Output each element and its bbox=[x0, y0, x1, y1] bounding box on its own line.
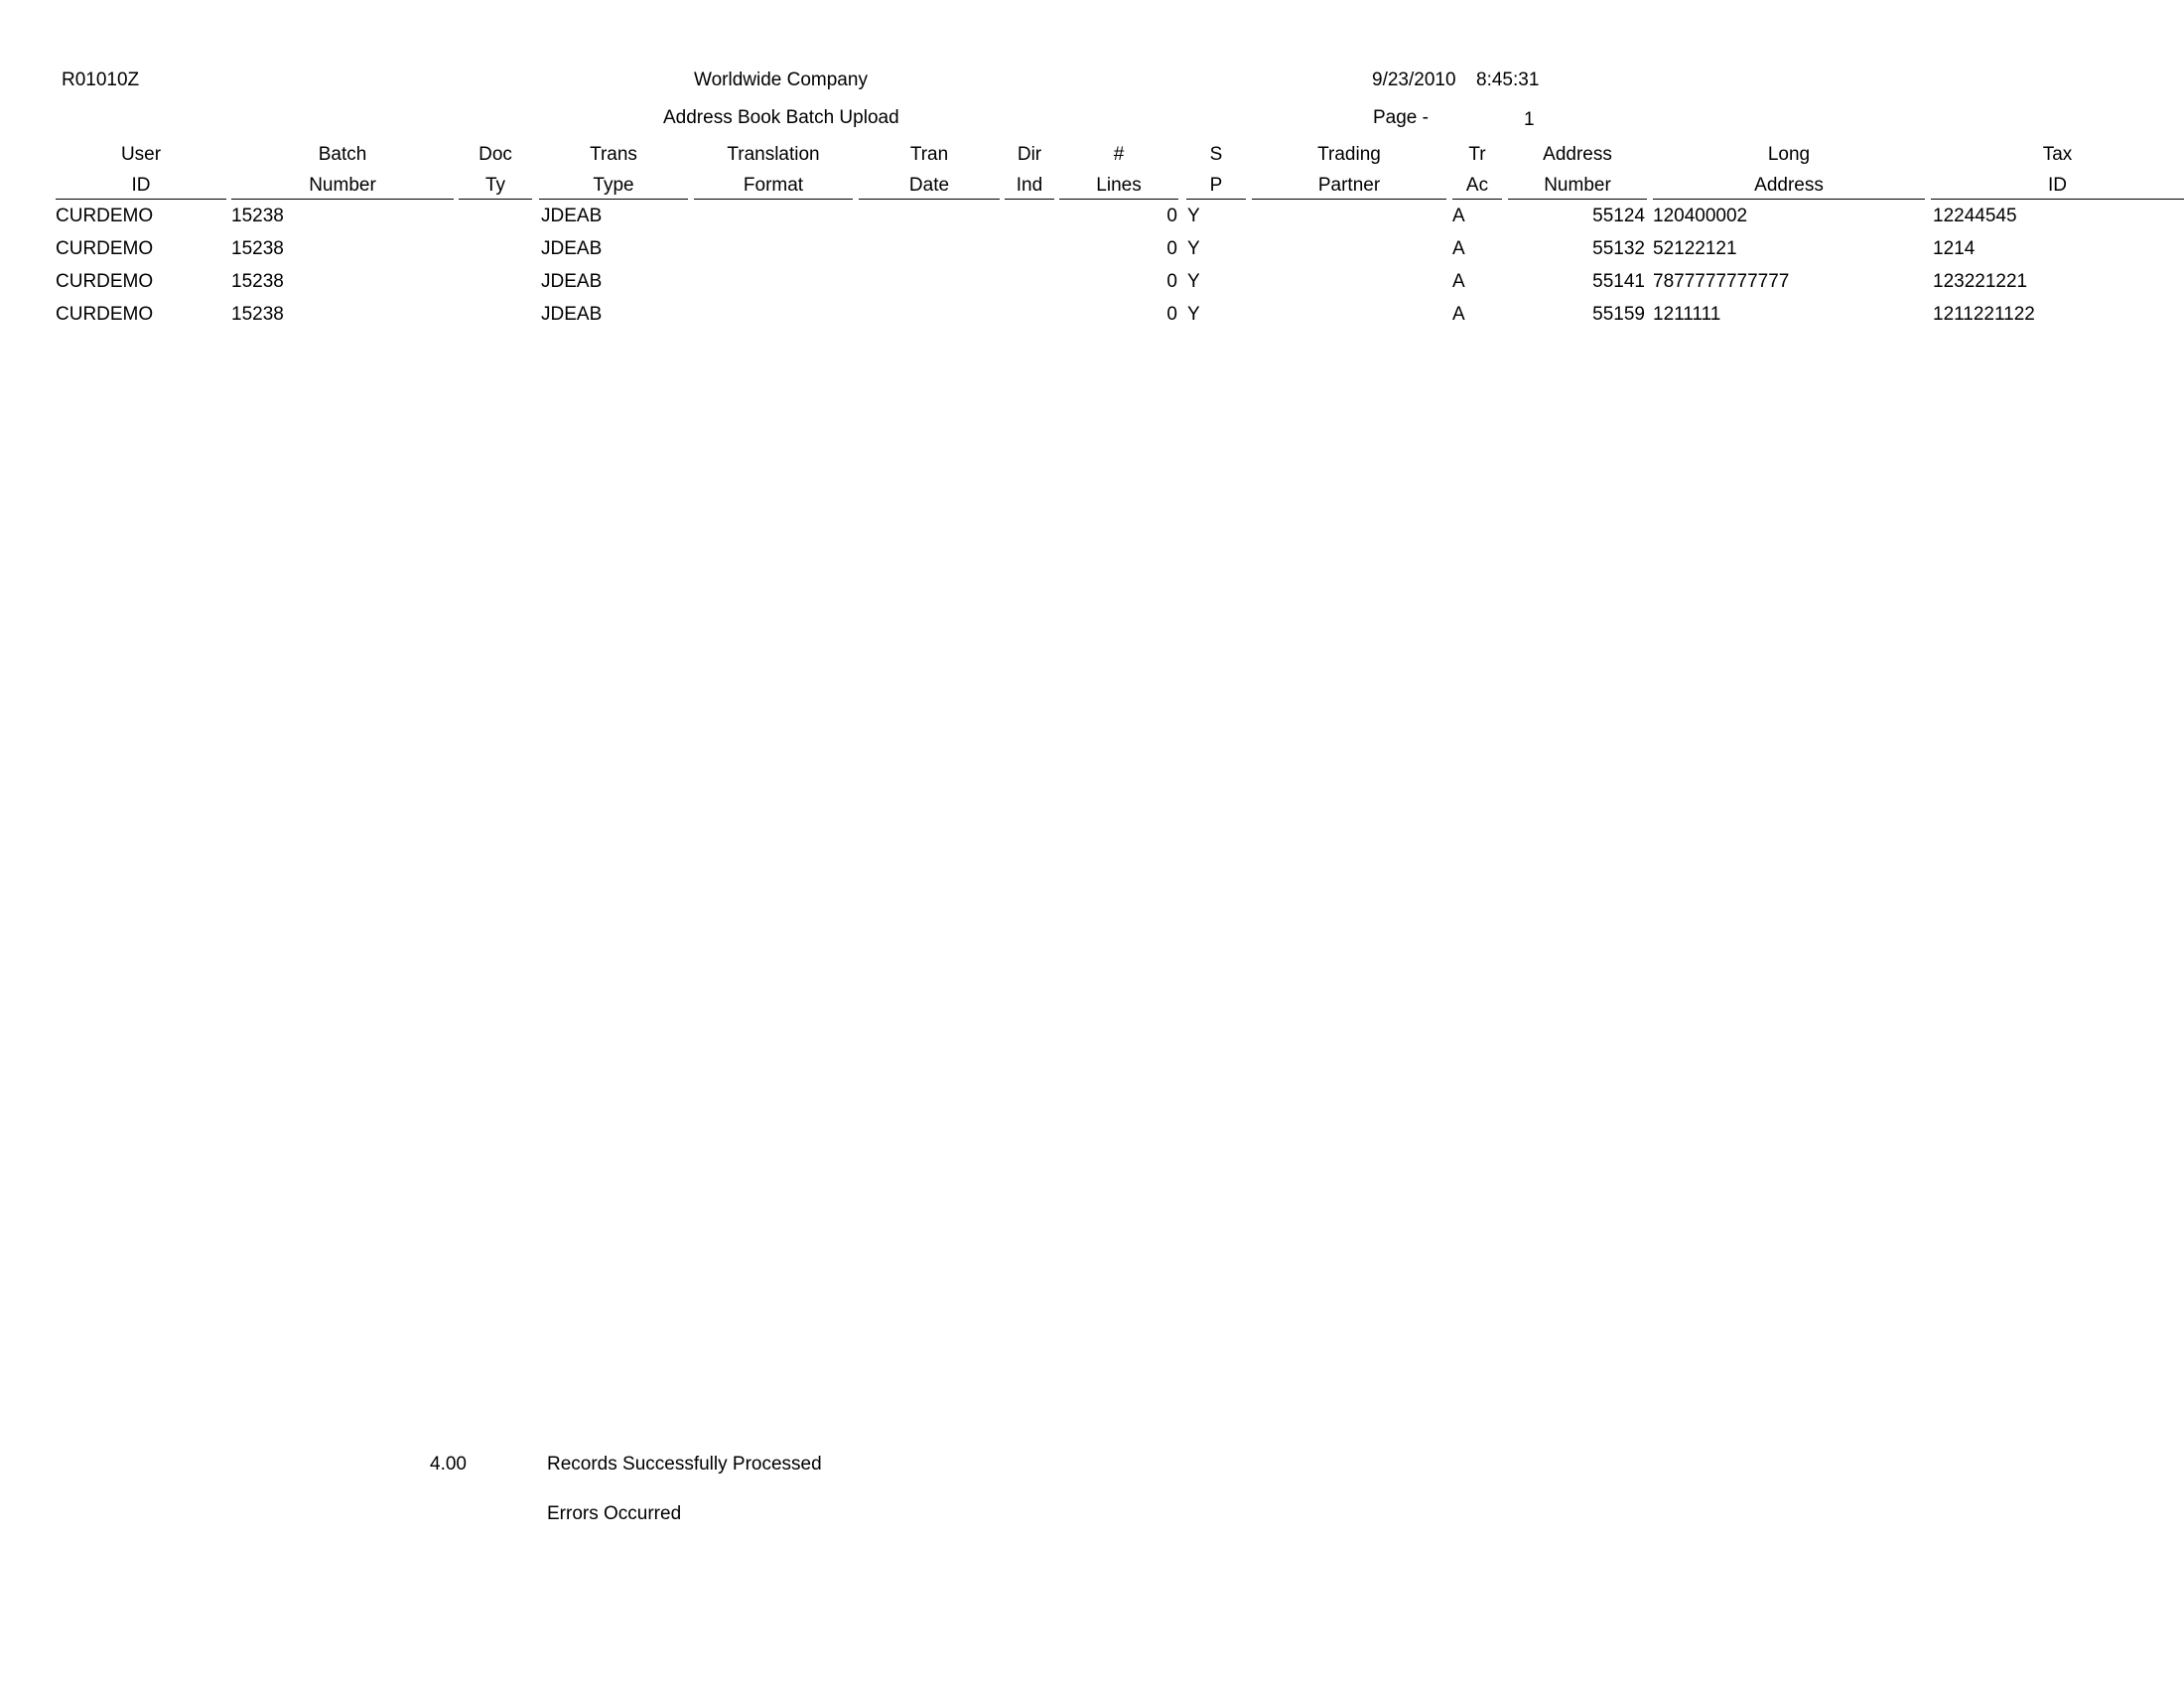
column-header-lines bbox=[1059, 139, 1178, 200]
column-header-line2: Number bbox=[309, 175, 376, 196]
column-header-line1: User bbox=[120, 144, 162, 165]
cell-trans-type: JDEAB bbox=[541, 271, 603, 292]
cell-sp: Y bbox=[1187, 304, 1200, 325]
column-header-line1: Long bbox=[1767, 144, 1811, 165]
column-header-line1: Tran bbox=[909, 144, 949, 165]
cell-tr-ac: A bbox=[1452, 271, 1465, 292]
column-header-line1: Translation bbox=[727, 144, 820, 165]
cell-user-id: CURDEMO bbox=[56, 238, 154, 259]
cell-tr-ac: A bbox=[1452, 206, 1465, 226]
column-header-line2: Format bbox=[743, 175, 804, 196]
column-header-address-number bbox=[1508, 139, 1647, 200]
column-header-line2: Address bbox=[1754, 175, 1824, 196]
cell-address-number: 55141 bbox=[1592, 271, 1645, 292]
cell-trans-type: JDEAB bbox=[541, 206, 603, 226]
cell-address-number: 55132 bbox=[1592, 238, 1645, 259]
column-header-line1: Doc bbox=[478, 144, 512, 165]
cell-batch-number: 15238 bbox=[231, 271, 284, 292]
cell-trans-type: JDEAB bbox=[541, 238, 603, 259]
column-header-line1: Trading bbox=[1317, 144, 1381, 165]
column-header-line1: Batch bbox=[318, 144, 367, 165]
column-header-line2: ID bbox=[131, 175, 151, 196]
cell-lines: 0 bbox=[1166, 271, 1177, 292]
column-header-line2: Partner bbox=[1317, 175, 1381, 196]
column-header-batch-number bbox=[231, 139, 454, 200]
cell-user-id: CURDEMO bbox=[56, 304, 154, 325]
report-date: 9/23/2010 bbox=[1372, 70, 1456, 90]
column-header-line2: Lines bbox=[1096, 175, 1142, 196]
cell-sp: Y bbox=[1187, 238, 1200, 259]
column-header-long-address bbox=[1653, 139, 1925, 200]
cell-sp: Y bbox=[1187, 206, 1200, 226]
cell-batch-number: 15238 bbox=[231, 238, 284, 259]
column-header-line2: Ac bbox=[1465, 175, 1489, 196]
column-header-user-id bbox=[56, 139, 226, 200]
column-header-trans-type bbox=[539, 139, 688, 200]
column-header-doc-ty bbox=[459, 139, 532, 200]
cell-lines: 0 bbox=[1166, 206, 1177, 226]
cell-tr-ac: A bbox=[1452, 304, 1465, 325]
column-header-tr-ac bbox=[1452, 139, 1502, 200]
company-name: Worldwide Company bbox=[694, 70, 868, 90]
cell-tax-id: 123221221 bbox=[1933, 271, 2028, 292]
column-header-line1: Address bbox=[1543, 144, 1612, 165]
cell-user-id: CURDEMO bbox=[56, 206, 154, 226]
column-header-line2: P bbox=[1209, 175, 1223, 196]
cell-trans-type: JDEAB bbox=[541, 304, 603, 325]
cell-user-id: CURDEMO bbox=[56, 271, 154, 292]
cell-lines: 0 bbox=[1166, 304, 1177, 325]
column-header-tax-id bbox=[1931, 139, 2184, 200]
column-header-line2: Number bbox=[1544, 175, 1611, 196]
column-header-line2: Ind bbox=[1016, 175, 1043, 196]
program-id: R01010Z bbox=[62, 70, 140, 90]
cell-sp: Y bbox=[1187, 271, 1200, 292]
cell-tax-id: 1214 bbox=[1933, 238, 1976, 259]
report-title: Address Book Batch Upload bbox=[663, 107, 899, 128]
column-header-dir-ind bbox=[1005, 139, 1054, 200]
column-header-sp bbox=[1186, 139, 1246, 200]
column-header-line2: Type bbox=[593, 175, 634, 196]
cell-lines: 0 bbox=[1166, 238, 1177, 259]
column-header-tran-date bbox=[859, 139, 1000, 200]
column-header-line1: Dir bbox=[1017, 144, 1042, 165]
column-header-translation-format bbox=[694, 139, 853, 200]
column-header-line2: ID bbox=[2048, 175, 2067, 196]
cell-long-address: 1211111 bbox=[1653, 304, 1721, 325]
cell-address-number: 55124 bbox=[1592, 206, 1645, 226]
column-header-line1: Tr bbox=[1468, 144, 1486, 165]
cell-long-address: 120400002 bbox=[1653, 206, 1748, 226]
column-header-line2: Ty bbox=[484, 175, 506, 196]
column-header-line1: # bbox=[1113, 144, 1125, 165]
cell-address-number: 55159 bbox=[1592, 304, 1645, 325]
page-label: Page - bbox=[1373, 107, 1429, 128]
column-header-line1: Trans bbox=[590, 144, 637, 165]
records-processed-label: Records Successfully Processed bbox=[547, 1454, 822, 1475]
page-number: 1 bbox=[1524, 109, 1535, 130]
cell-batch-number: 15238 bbox=[231, 206, 284, 226]
errors-occurred-label: Errors Occurred bbox=[547, 1503, 682, 1524]
cell-batch-number: 15238 bbox=[231, 304, 284, 325]
cell-tax-id: 1211221122 bbox=[1933, 304, 2035, 325]
column-header-trading-partner bbox=[1252, 139, 1446, 200]
column-header-line1: S bbox=[1209, 144, 1223, 165]
cell-long-address: 52122121 bbox=[1653, 238, 1737, 259]
cell-long-address: 7877777777777 bbox=[1653, 271, 1790, 292]
column-header-line2: Date bbox=[908, 175, 950, 196]
records-count: 4.00 bbox=[430, 1454, 467, 1475]
cell-tax-id: 12244545 bbox=[1933, 206, 2017, 226]
cell-tr-ac: A bbox=[1452, 238, 1465, 259]
report-time: 8:45:31 bbox=[1476, 70, 1540, 90]
column-header-line1: Tax bbox=[2042, 144, 2073, 165]
